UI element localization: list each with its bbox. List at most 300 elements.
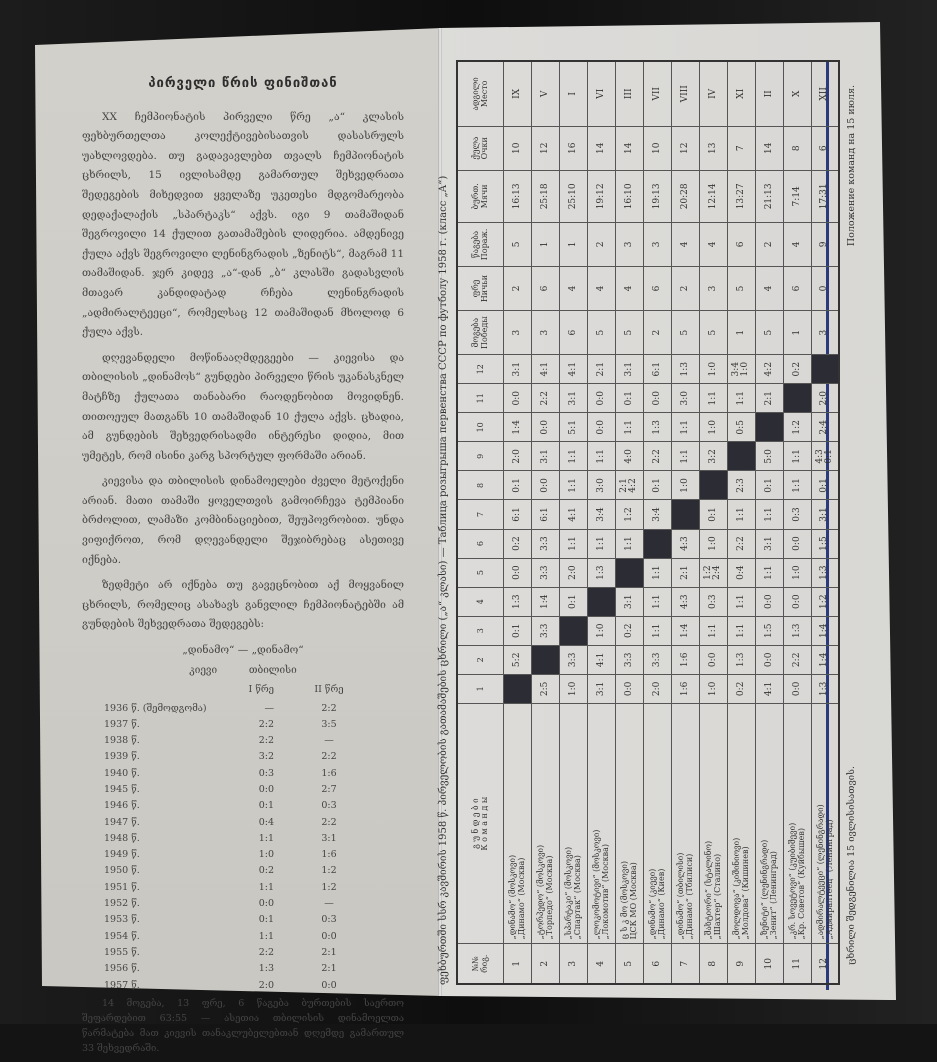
history-year: 1937 წ.	[104, 718, 140, 730]
result-cell: 0:2	[727, 674, 755, 703]
result-cell: 4:0	[615, 442, 643, 471]
team-name: „კრ. სოვეტოვი“ (კუიბიშევი) „Кр. Советов“ (Куйбышев)	[783, 703, 811, 944]
points-cell: 10	[503, 126, 531, 170]
goals-cell: 16:10	[615, 170, 643, 222]
result-cell: 4:1	[755, 674, 783, 703]
round-headers	[104, 682, 404, 698]
history-row	[104, 961, 404, 977]
history-round-2: 1:2	[321, 865, 337, 877]
result-cell: 2:2	[727, 529, 755, 558]
table-row	[531, 61, 559, 984]
goals-cell: 20:28	[671, 170, 699, 222]
result-cell: 3:3	[643, 645, 671, 674]
history-round-1: 0:1	[258, 800, 274, 812]
history-row	[104, 896, 404, 912]
wins-cell: 2	[643, 311, 671, 355]
result-cell: 1:1	[727, 587, 755, 616]
losses-cell: 4	[671, 222, 699, 266]
history-row	[104, 929, 404, 945]
result-cell: 4:1	[559, 355, 587, 384]
history-round-2: 2:1	[321, 963, 337, 975]
result-cell: 0:0	[503, 558, 531, 587]
diagonal-cell	[699, 471, 727, 500]
place-cell: VII	[643, 61, 671, 126]
table-row	[587, 61, 615, 984]
history-round-1: 0:4	[258, 816, 274, 828]
row-number: 5	[615, 944, 643, 984]
table-row	[615, 61, 643, 984]
history-round-1: 1:1	[258, 832, 274, 844]
result-cell: 2:2	[643, 442, 671, 471]
history-year: 1951 წ.	[104, 881, 140, 893]
history-year: 1948 წ.	[104, 832, 140, 844]
header-points: ქულა Очки	[457, 126, 503, 170]
header-teams: გ უ ნ დ ე ბ ი К о м а н д ы	[457, 703, 503, 944]
header-opponent-number: 1	[457, 674, 503, 703]
goals-cell: 19:12	[587, 170, 615, 222]
diagonal-cell	[811, 355, 839, 384]
history-year: 1940 წ.	[104, 767, 140, 779]
draws-cell: 4	[615, 266, 643, 310]
result-cell: 1:1	[559, 471, 587, 500]
result-cell: 1:3	[811, 558, 839, 587]
result-cell: 1:5	[755, 616, 783, 645]
goals-cell: 25:10	[559, 170, 587, 222]
result-cell: 2:1	[587, 355, 615, 384]
history-round-1: 0:3	[258, 767, 274, 779]
result-cell: 0:1	[503, 471, 531, 500]
table-row	[559, 61, 587, 984]
result-cell: 1:6	[671, 674, 699, 703]
header-wins: მოგება Победы	[457, 311, 503, 355]
history-round-2: 1:6	[321, 849, 337, 861]
losses-cell: 3	[643, 222, 671, 266]
result-cell: 0:0	[783, 529, 811, 558]
result-cell: 1:3	[587, 558, 615, 587]
goals-cell: 7:14	[783, 170, 811, 222]
result-cell: 0:0	[783, 587, 811, 616]
result-cell: 1:1	[671, 442, 699, 471]
result-cell: 3:1	[503, 355, 531, 384]
result-cell: 1:0	[671, 471, 699, 500]
diagonal-cell	[671, 500, 699, 529]
goals-cell: 25:18	[531, 170, 559, 222]
result-cell: 1:1	[755, 558, 783, 587]
history-round-2: —	[324, 898, 334, 910]
result-cell: 1:0	[699, 413, 727, 442]
points-cell: 6	[811, 126, 839, 170]
result-cell: 5:0	[755, 442, 783, 471]
row-number: 9	[727, 944, 755, 984]
result-cell: 0:0	[531, 471, 559, 500]
team-name: „შახტიორი“ (სტალინო) „Шахтер“ (Сталино)	[699, 703, 727, 944]
result-cell: 4:1	[559, 500, 587, 529]
losses-cell: 1	[531, 222, 559, 266]
table-row	[783, 61, 811, 984]
result-cell: 1:4	[811, 616, 839, 645]
wins-cell: 5	[699, 311, 727, 355]
header-opponent-number: 2	[457, 645, 503, 674]
result-cell: 1:2	[783, 413, 811, 442]
table-title: ფეხბურთში სსრ კავშირის 1958 წ. პირველობის გათამაშების ცხრილი („ა“ კლასი) — Таблица розыгрыша первенства СССР по футболу 1958 г. (класс „А“)	[438, 175, 449, 985]
history-round-1: 1:1	[258, 930, 274, 942]
result-cell: 6:1	[531, 500, 559, 529]
history-round-2: 3:5	[321, 718, 337, 730]
header-opponent-number: 10	[457, 413, 503, 442]
history-row	[104, 945, 404, 961]
result-cell: 3:1	[755, 529, 783, 558]
result-cell: 3:1	[811, 500, 839, 529]
result-cell: 1:1	[727, 384, 755, 413]
table-footer	[846, 55, 857, 985]
result-cell: 2:1 4:2	[615, 471, 643, 500]
wins-cell: 5	[671, 311, 699, 355]
result-cell: 0:1	[811, 471, 839, 500]
header-opponent-number: 5	[457, 558, 503, 587]
result-cell: 0:1	[503, 616, 531, 645]
result-cell: 2:0	[643, 674, 671, 703]
result-cell: 1:4	[671, 616, 699, 645]
paragraph: დღევანდელი მოწინააღმდეგეები — კიევისა და თბილისის „დინამოს“ გუნდები პირველი წრის უკანასკნელ მატჩზე ქულათა თანაბარი რაოდენობით მოვიდნენ. თითოეულ მათგანს 10 თამაშიდან 10 ქულა აქვს. ცხადია, ამ გუნდების შეხვედრისადმი ინტერესი დიდია, მით უმეტეს, რომ ისინი კარგ სპორტულ ფორმაში არიან.	[82, 351, 404, 462]
draws-cell: 0	[811, 266, 839, 310]
result-cell: 0:1	[643, 471, 671, 500]
result-cell: 1:5	[811, 529, 839, 558]
team-name: ც ს კ მო (მოსკოვი) ЦСК МО (Москва)	[615, 703, 643, 944]
result-cell: 1:3	[811, 674, 839, 703]
losses-cell: 5	[503, 222, 531, 266]
wins-cell: 3	[811, 311, 839, 355]
result-cell: 6:1	[643, 355, 671, 384]
header-goals: ბურთ. Мячи	[457, 170, 503, 222]
result-cell: 3:1	[615, 355, 643, 384]
result-cell: 1:1	[559, 529, 587, 558]
place-cell: III	[615, 61, 643, 126]
wins-cell: 5	[755, 311, 783, 355]
result-cell: 1:0	[699, 355, 727, 384]
summary-paragraph: 14 მოგება, 13 ფრე, 6 წაგება ბურთების საერთო შეფარდებით 63:55 — ასეთია თბილისის დინამოელთა წარმატება მათ კიევის თანაკლუბელებთან დღემდე გამართულ 33 შეხვედრაში.	[82, 997, 404, 1054]
row-number: 1	[503, 944, 531, 984]
history-row	[104, 815, 404, 831]
result-cell: 3:3	[615, 645, 643, 674]
team-name: „მოლდოვა“ (კიშინიოვი) „Молдова“ (Кишинев)	[727, 703, 755, 944]
place-cell: XII	[811, 61, 839, 126]
result-cell: 1:1	[727, 616, 755, 645]
result-cell: 3:3	[559, 645, 587, 674]
result-cell: 0:0	[615, 674, 643, 703]
place-cell: VI	[587, 61, 615, 126]
result-cell: 1:1	[559, 442, 587, 471]
wins-cell: 1	[783, 311, 811, 355]
history-year: 1946 წ.	[104, 800, 140, 812]
result-cell: 2:0	[811, 384, 839, 413]
history-round-1: 2:2	[258, 946, 274, 958]
result-cell: 0:3	[783, 500, 811, 529]
history-round-2: 3:1	[321, 832, 337, 844]
draws-cell: 6	[643, 266, 671, 310]
history-row	[104, 978, 404, 994]
losses-cell: 4	[699, 222, 727, 266]
history-year: 1953 წ.	[104, 914, 140, 926]
table-row	[727, 61, 755, 984]
history-row	[104, 798, 404, 814]
wins-cell: 5	[615, 311, 643, 355]
points-cell: 14	[587, 126, 615, 170]
row-number: 11	[783, 944, 811, 984]
result-cell: 0:1	[755, 471, 783, 500]
result-cell: 4:1	[587, 645, 615, 674]
result-cell: 1:4	[811, 645, 839, 674]
draws-cell: 4	[559, 266, 587, 310]
result-cell: 1:1	[699, 384, 727, 413]
history-round-1: 0:0	[258, 898, 274, 910]
row-number: 6	[643, 944, 671, 984]
result-cell: 3:4	[587, 500, 615, 529]
result-cell: 1:4	[531, 587, 559, 616]
result-cell: 1:1	[587, 529, 615, 558]
history-row	[104, 766, 404, 782]
table-row	[503, 61, 531, 984]
history-round-2: 2:2	[321, 751, 337, 763]
header-place: ადგილი Место	[457, 61, 503, 126]
result-cell: 1:2	[811, 587, 839, 616]
history-round-1: —	[264, 702, 274, 714]
result-cell: 1:2 2:4	[699, 558, 727, 587]
history-round-2: 0:0	[321, 930, 337, 942]
history-year: 1952 წ.	[104, 898, 140, 910]
row-number: 2	[531, 944, 559, 984]
diagonal-cell	[643, 529, 671, 558]
team-name: „ზენიტი“ (ლენინგრადი) „Зенит“ (Ленинград)	[755, 703, 783, 944]
result-cell: 0:0	[587, 384, 615, 413]
diagonal-cell	[755, 413, 783, 442]
header-draws: ფრე Ничьи	[457, 266, 503, 310]
history-row	[104, 733, 404, 749]
result-cell: 1:1	[643, 616, 671, 645]
result-cell: 1:0	[699, 529, 727, 558]
wins-cell: 5	[587, 311, 615, 355]
result-cell: 3:1	[615, 587, 643, 616]
result-cell: 0:5	[727, 413, 755, 442]
result-cell: 0:4	[727, 558, 755, 587]
team-name: „დინამო“ (მოსკოვი) „Динамо“ (Москва)	[503, 703, 531, 944]
place-cell: VIII	[671, 61, 699, 126]
result-cell: 3:1	[531, 442, 559, 471]
history-round-2: 1:6	[321, 767, 337, 779]
result-cell: 1:3	[671, 355, 699, 384]
result-cell: 2:1	[671, 558, 699, 587]
place-cell: IV	[699, 61, 727, 126]
result-cell: 3:1	[587, 674, 615, 703]
points-cell: 8	[783, 126, 811, 170]
wins-cell: 3	[531, 311, 559, 355]
result-cell: 1:1	[755, 500, 783, 529]
history-year: 1955 წ.	[104, 946, 140, 958]
history-round-2: 0:3	[321, 914, 337, 926]
result-cell: 4:3 0:1	[811, 442, 839, 471]
table-header-row	[457, 61, 503, 984]
history-row	[104, 863, 404, 879]
standings-rotated	[438, 55, 857, 985]
result-cell: 3:2	[699, 442, 727, 471]
place-cell: IX	[503, 61, 531, 126]
points-cell: 12	[671, 126, 699, 170]
result-cell: 0:2	[503, 529, 531, 558]
goals-cell: 21:13	[755, 170, 783, 222]
goals-cell: 13:27	[727, 170, 755, 222]
result-cell: 0:2	[783, 355, 811, 384]
result-cell: 1:1	[615, 529, 643, 558]
standings-table	[456, 60, 840, 985]
points-cell: 7	[727, 126, 755, 170]
history-row	[104, 701, 404, 717]
diagonal-cell	[615, 558, 643, 587]
row-number: 8	[699, 944, 727, 984]
header-opponent-number: 9	[457, 442, 503, 471]
goals-cell: 17:31	[811, 170, 839, 222]
result-cell: 3:4	[643, 500, 671, 529]
result-cell: 3:0	[671, 384, 699, 413]
history-row	[104, 749, 404, 765]
diagonal-cell	[559, 616, 587, 645]
draws-cell: 4	[587, 266, 615, 310]
result-cell: 4:1	[531, 355, 559, 384]
history-row	[104, 912, 404, 928]
result-cell: 2:4	[811, 413, 839, 442]
result-cell: 1:3	[643, 413, 671, 442]
article-title: პირველი წრის ფინიშთან	[148, 76, 338, 91]
result-cell: 4:2	[755, 355, 783, 384]
table-row	[699, 61, 727, 984]
header-opponent-number: 6	[457, 529, 503, 558]
team-name: „სპარტაკი“ (მოსკოვი) „Спартак“ (Москва)	[559, 703, 587, 944]
header-opponent-number: 4	[457, 587, 503, 616]
history-year: 1956 წ.	[104, 963, 140, 975]
history-round-2: 2:1	[321, 946, 337, 958]
result-cell: 1:0	[559, 674, 587, 703]
result-cell: 2:3	[727, 471, 755, 500]
result-cell: 1:3	[503, 587, 531, 616]
result-cell: 0:0	[531, 413, 559, 442]
losses-cell: 9	[811, 222, 839, 266]
points-cell: 13	[699, 126, 727, 170]
history-round-1: 2:0	[258, 979, 274, 991]
history-year: 1957 წ.	[104, 979, 140, 991]
history-year: 1938 წ.	[104, 735, 140, 747]
paragraph: XX ჩემპიონატის პირველი წრე „ა“ კლასის ფეხბურთელთა კოლექტივებისათვის დასასრულს უახლოვდება. თუ გადავავლებთ თვალს ჩემპიონატის ცხრილს, 15 ივლისამდე გამართულ შეხვედრათა შედეგების მიხედვით ყველაზე უკეთესი მდგომარეობა დედაქალაქის „სპარტაკს“ აქვს. იგი 9 თამაშიდან შეგროვილი 14 ქულით გათამაშების ლიდერია. ამდენივე ქულა აქვს შეგროვილი ლენინგრადის „ზენიტს“, მაგრამ 11 თამაშიდან. ჯერ კიდევ „ა“-დან „ბ“ კლასში გადასვლის მთავარ კანდიდატად რჩება ლენინგრადის „ადმირალტეეცი“, რომელსაც 12 თამაშიდან მხოლოდ 6 ქულა აქვს.	[82, 110, 404, 339]
paragraph: ზედმეტი არ იქნება თუ გავეცნობით აქ მოყვანილ ცხრილს, რომელიც ასახავს განვლილ ჩემპიონატებში ამ გუნდების შეხვედრათა შედეგებს:	[82, 579, 404, 631]
result-cell: 0:0	[503, 384, 531, 413]
place-cell: XI	[727, 61, 755, 126]
footer-russian: Положение команд на 15 июля.	[846, 85, 857, 247]
result-cell: 4:3	[671, 587, 699, 616]
article	[82, 70, 404, 1062]
result-cell: 3:1	[559, 384, 587, 413]
history-round-1: 0:1	[258, 914, 274, 926]
history-round-1: 2:2	[258, 718, 274, 730]
result-cell: 1:0	[587, 616, 615, 645]
table-row	[811, 61, 839, 984]
diagonal-cell	[783, 384, 811, 413]
draws-cell: 6	[531, 266, 559, 310]
result-cell: 1:2	[615, 500, 643, 529]
history-round-2: 0:0	[321, 979, 337, 991]
header-opponent-number: 8	[457, 471, 503, 500]
result-cell: 1:1	[699, 616, 727, 645]
result-cell: 1:1	[783, 442, 811, 471]
result-cell: 1:1	[615, 413, 643, 442]
diagonal-cell	[587, 587, 615, 616]
goals-cell: 19:13	[643, 170, 671, 222]
goals-cell: 12:14	[699, 170, 727, 222]
points-cell: 10	[643, 126, 671, 170]
team-name: „ლოკომოტივი“ (მოსკოვი) „Локомотив“ (Москва)	[587, 703, 615, 944]
result-cell: 0:1	[615, 384, 643, 413]
place-cell: II	[755, 61, 783, 126]
points-cell: 14	[755, 126, 783, 170]
result-cell: 6:1	[503, 500, 531, 529]
history-row	[104, 717, 404, 733]
history-row	[104, 782, 404, 798]
history-year: 1950 წ.	[104, 865, 140, 877]
wins-cell: 3	[503, 311, 531, 355]
history-year: 1954 წ.	[104, 930, 140, 942]
footer-georgian: ცხრილი შედგენილია 15 ივლისისათვის.	[846, 766, 857, 965]
diagonal-cell	[531, 645, 559, 674]
header-opponent-number: 7	[457, 500, 503, 529]
header-losses: წაგება Пораж.	[457, 222, 503, 266]
history-row	[104, 880, 404, 896]
losses-cell: 4	[783, 222, 811, 266]
result-cell: 0:2	[615, 616, 643, 645]
result-cell: 2:2	[783, 645, 811, 674]
result-cell: 1:1	[671, 413, 699, 442]
draws-cell: 5	[727, 266, 755, 310]
result-cell: 3:3	[531, 616, 559, 645]
history-year: 1939 წ.	[104, 751, 140, 763]
team-name: „ადმირალტეეცი“ (ლენინგრადი) „Адмиралтеец“ (Ленинград)	[811, 703, 839, 944]
result-cell: 1:6	[671, 645, 699, 674]
points-cell: 12	[531, 126, 559, 170]
table-row	[755, 61, 783, 984]
place-cell: I	[559, 61, 587, 126]
place-cell: X	[783, 61, 811, 126]
points-cell: 16	[559, 126, 587, 170]
history-list	[104, 701, 404, 994]
result-cell: 2:0	[559, 558, 587, 587]
result-cell: 5:2	[503, 645, 531, 674]
history-round-2: 2:2	[321, 702, 337, 714]
history-round-1: 1:1	[258, 881, 274, 893]
goals-cell: 16:13	[503, 170, 531, 222]
row-number: 3	[559, 944, 587, 984]
row-number: 4	[587, 944, 615, 984]
result-cell: 0:0	[783, 674, 811, 703]
losses-cell: 6	[727, 222, 755, 266]
result-cell: 0:0	[755, 587, 783, 616]
history-round-2: —	[324, 735, 334, 747]
history-row	[104, 831, 404, 847]
place-cell: V	[531, 61, 559, 126]
result-cell: 2:2	[531, 384, 559, 413]
result-cell: 1:3	[783, 616, 811, 645]
row-number: 12	[811, 944, 839, 984]
losses-cell: 2	[755, 222, 783, 266]
result-cell: 3:3	[531, 529, 559, 558]
table-row	[643, 61, 671, 984]
diagonal-cell	[503, 674, 531, 703]
wins-cell: 6	[559, 311, 587, 355]
losses-cell: 1	[559, 222, 587, 266]
